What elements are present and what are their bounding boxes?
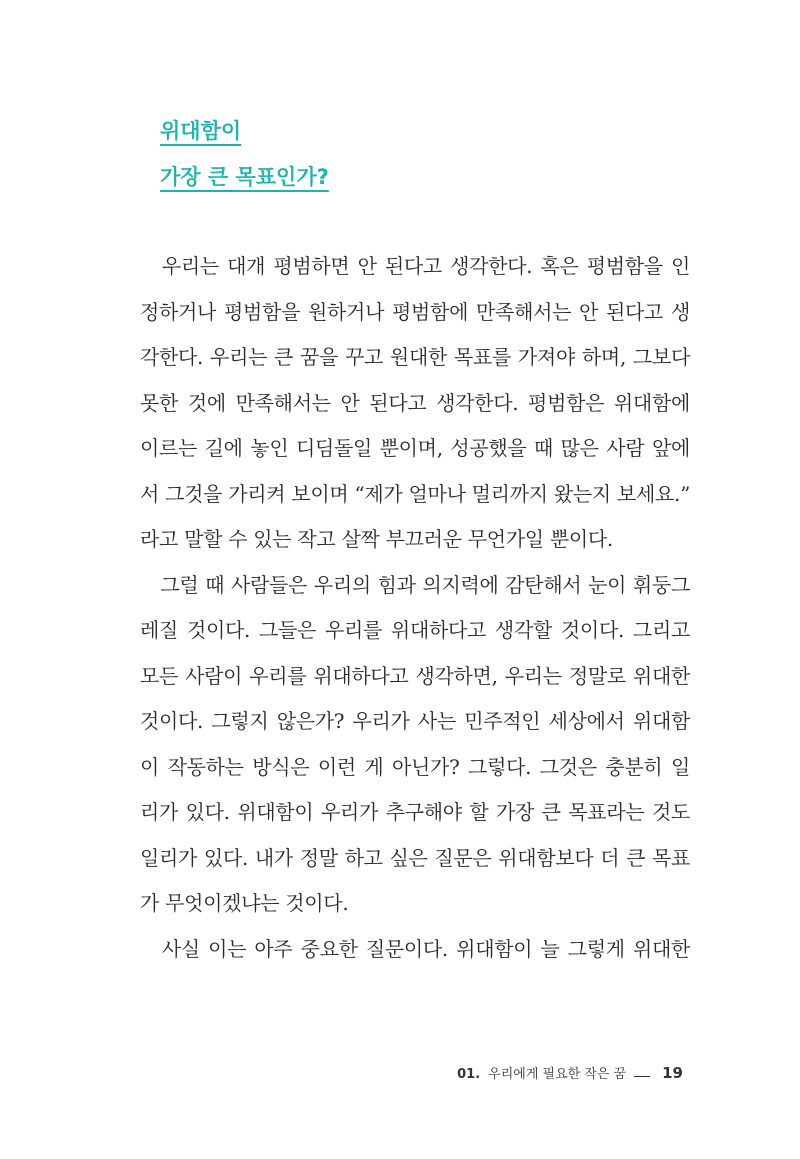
chapter-number: 01. (457, 1067, 481, 1082)
body-line: 것이다. 그렇지 않은가? 우리가 사는 민주적인 세상에서 위대함 (140, 709, 690, 733)
body-line: 사실 이는 아주 중요한 질문이다. 위대함이 늘 그렇게 위대한 (140, 936, 690, 961)
footer-divider (634, 1076, 650, 1077)
page-number: 19 (662, 1064, 683, 1082)
body-line: 이르는 길에 놓인 디딤돌일 뿐이며, 성공했을 때 많은 사람 앞에 (140, 436, 690, 460)
body-line: 그럴 때 사람들은 우리의 힘과 의지력에 감탄해서 눈이 휘둥그 (140, 572, 690, 597)
section-heading (160, 108, 329, 200)
body-line: 못한 것에 만족해서는 안 된다고 생각한다. 평범함은 위대함에 (140, 390, 690, 415)
body-line: 우리는 대개 평범하면 안 된다고 생각한다. 혹은 평범함을 인 (140, 254, 690, 278)
section-heading-line-1: 위대함이 (160, 119, 242, 143)
body-line: 이 작동하는 방식은 이런 게 아닌가? 그렇다. 그것은 충분히 일 (140, 754, 690, 779)
body-line: 일리가 있다. 내가 정말 하고 싶은 질문은 위대함보다 더 큰 목표 (140, 845, 690, 870)
body-line: 모든 사람이 우리를 위대하다고 생각하면, 우리는 정말로 위대한 (140, 663, 690, 688)
body-line: 리가 있다. 위대함이 우리가 추구해야 할 가장 큰 목표라는 것도 (140, 800, 690, 824)
body-line: 라고 말할 수 있는 작고 살짝 부끄러운 무언가일 뿐이다. (140, 527, 613, 551)
section-heading-line-2: 가장 큰 목표인가? (160, 165, 329, 189)
body-line: 서 그것을 가리켜 보이며 “제가 얼마나 멀리까지 왔는지 보세요.” (140, 481, 690, 506)
body-line: 각한다. 우리는 큰 꿈을 꾸고 원대한 목표를 가져야 하며, 그보다 (140, 345, 690, 369)
body-line: 정하거나 평범함을 원하거나 평범함에 만족해서는 안 된다고 생 (140, 299, 690, 324)
page-footer (457, 1063, 683, 1082)
body-text (140, 244, 690, 972)
body-line: 레질 것이다. 그들은 우리를 위대하다고 생각할 것이다. 그리고 (140, 618, 690, 642)
body-line: 가 무엇이겠냐는 것이다. (140, 891, 349, 915)
chapter-title: 우리에게 필요한 작은 꿈 (488, 1067, 627, 1082)
